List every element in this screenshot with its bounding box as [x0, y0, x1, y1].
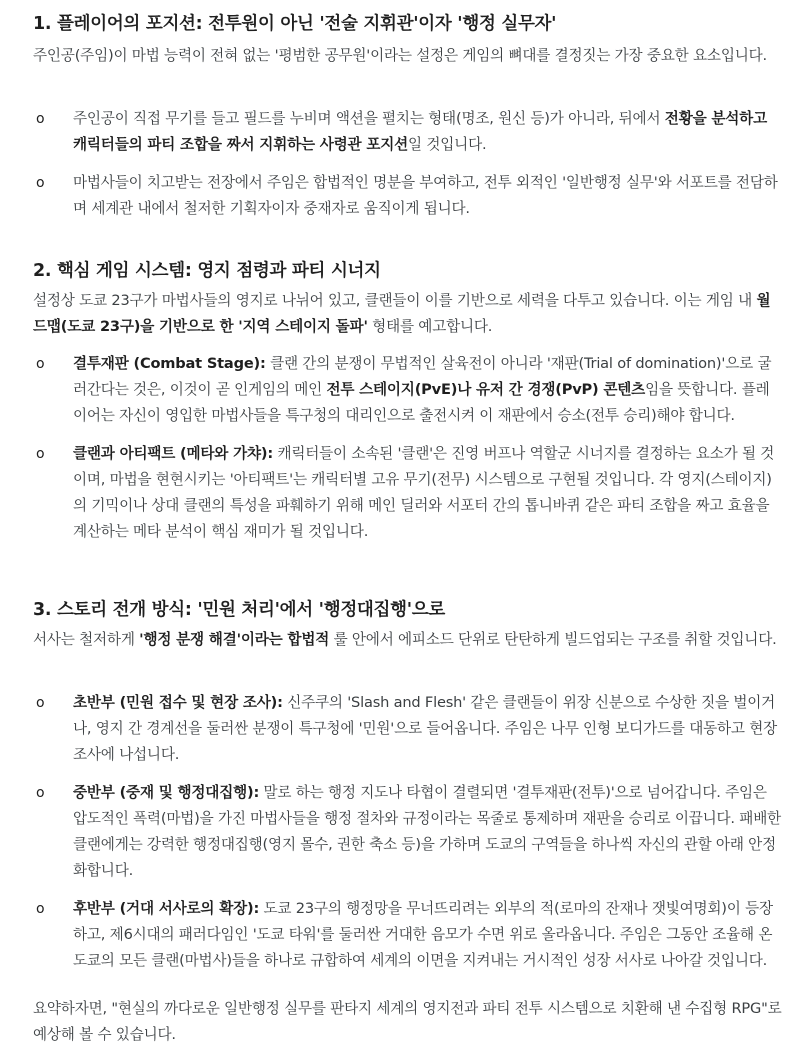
item-lead: 결투재판 (Combat Stage): [73, 355, 266, 372]
item-lead: 후반부 (거대 서사로의 확장): [73, 900, 260, 917]
bullet-icon: o [36, 356, 45, 372]
section-heading: 2. 핵심 게임 시스템: 영지 점령과 파티 시너지 [33, 261, 381, 281]
item-lead: 중반부 (중재 및 행정대집행): [73, 784, 260, 801]
list-item [33, 441, 783, 545]
item-text: 클랜 간의 분쟁이 무법적인 살육전이 아니라 '재판(Trial of domination)'으로 굴러간다는 것은, 이것이 곧 인게임의 메인 [73, 355, 772, 398]
bullet-list [33, 106, 783, 222]
list-item [33, 896, 785, 974]
intro-text-tail: 형태를 예고합니다. [367, 318, 493, 335]
intro-bold-text: '행정 분쟁 해결'이라는 합법적 [139, 631, 330, 648]
item-text: 도쿄 23구의 행정망을 무너뜨리려는 외부의 적(로마의 잔재나 잿빛여명회)이 등장하고, 제6시대의 패러다임인 '도쿄 타워'를 둘러싼 거대한 음모가 수면 위로 올라옵니다. 주임은 그동안 조율해 온 도쿄의 모든 클랜(마법사)들을 하나로 규합하여 세계의 이면을 지켜내는 거시적인 성장 서사로 나아갈 것입니다. [73, 900, 773, 969]
bullet-icon: o [36, 695, 45, 711]
bullet-icon: o [36, 175, 45, 191]
summary-paragraph: 요약하자면, "현실의 까다로운 일반행정 실무를 판타지 세계의 영지전과 파티 전투 시스템으로 치환해 낸 수집형 RPG"로 예상해 볼 수 있습니다. [33, 1000, 782, 1043]
bullet-list [33, 351, 783, 545]
bullet-icon: o [36, 111, 45, 127]
intro-text: 설정상 도쿄 23구가 마법사들의 영지로 나뉘어 있고, 클랜들이 이를 기반으로 세력을 다투고 있습니다. 이는 게임 내 [33, 292, 757, 309]
list-item [33, 106, 783, 158]
item-text: 신주쿠의 'Slash and Flesh' 같은 클랜들이 위장 신분으로 수상한 짓을 벌이거나, 영지 간 경계선을 둘러싼 분쟁이 특구청에 '민원'으로 들어옵니다. 주임은 나무 인형 보디가드를 대동하고 현장 조사에 나섭니다. [73, 694, 778, 763]
item-text-tail: 일 것입니다. [408, 136, 487, 153]
item-text: 캐릭터들이 소속된 '클랜'은 진영 버프나 역할군 시너지를 결정하는 요소가 될 것이며, 마법을 현현시키는 '아티팩트'는 캐릭터별 고유 무기(전무) 시스템으로 구현될 것입니다. 각 영지(스테이지)의 기믹이나 상대 클랜의 특성을 파훼하기 위해 메인 딜러와 서포터 간의 톱니바퀴 같은 파티 조합을 짜고 효율을 계산하는 메타 분석이 핵심 재미가 될 것입니다. [73, 445, 775, 540]
bullet-icon: o [36, 446, 45, 462]
item-lead: 클랜과 아티팩트 (메타와 가챠): [73, 445, 273, 462]
item-text-tail: 임을 뜻합니다. 플레이어는 자신이 영입한 마법사들을 특구청의 대리인으로 출전시켜 이 재판에서 승소(전투 승리)해야 합니다. [73, 381, 770, 424]
list-item [33, 690, 785, 768]
item-text: 주인공이 직접 무기를 들고 필드를 누비며 액션을 펼치는 형태(명조, 원신 등)가 아니라, 뒤에서 [73, 110, 665, 127]
intro-text: 서사는 철저하게 [33, 631, 140, 648]
section-heading: 1. 플레이어의 포지션: 전투원이 아닌 '전술 지휘관'이자 '행정 실무자' [33, 14, 557, 34]
item-bold-text: 전황을 분석하고 캐릭터들의 파티 조합을 짜서 지휘하는 사령관 포지션 [73, 110, 767, 153]
section-heading: 3. 스토리 전개 방식: '민원 처리'에서 '행정대집행'으로 [33, 600, 446, 620]
item-bold-text: 전투 스테이지(PvE)나 유저 간 경쟁(PvP) 콘텐츠 [326, 381, 646, 398]
bullet-list [33, 690, 785, 974]
section-intro [33, 627, 783, 653]
section-intro: 주인공(주임)이 마법 능력이 전혀 없는 '평범한 공무원'이라는 설정은 게임의 뼈대를 결정짓는 가장 중요한 요소입니다. [33, 47, 767, 64]
intro-bold-text: 월드맵(도쿄 23구)을 기반으로 한 '지역 스테이지 돌파' [33, 292, 771, 335]
bullet-icon: o [36, 901, 45, 917]
intro-text-tail: 룰 안에서 에피소드 단위로 탄탄하게 빌드업되는 구조를 취할 것입니다. [329, 631, 777, 648]
item-text: 마법사들이 치고받는 전장에서 주임은 합법적인 명분을 부여하고, 전투 외적인 '일반행정 실무'와 서포트를 전담하며 세계관 내에서 철저한 기획자이자 중재자로 움직이게 됩니다. [73, 174, 778, 217]
list-item [33, 170, 783, 222]
bullet-icon: o [36, 785, 45, 801]
list-item [33, 780, 785, 884]
list-item [33, 351, 783, 429]
section-intro [33, 288, 783, 340]
item-lead: 초반부 (민원 접수 및 현장 조사): [73, 694, 283, 711]
item-text: 말로 하는 행정 지도나 타협이 결렬되면 '결투재판(전투)'으로 넘어갑니다. 주임은 압도적인 폭력(마법)을 가진 마법사들을 행정 절차와 규정이라는 목줄로 통제하며 재판을 승리로 이끕니다. 패배한 클랜에게는 강력한 행정대집행(영지 몰수, 권한 축소 등)을 가하며 도쿄의 구역들을 하나씩 자신의 관할 아래 안정화합니다. [73, 784, 781, 879]
